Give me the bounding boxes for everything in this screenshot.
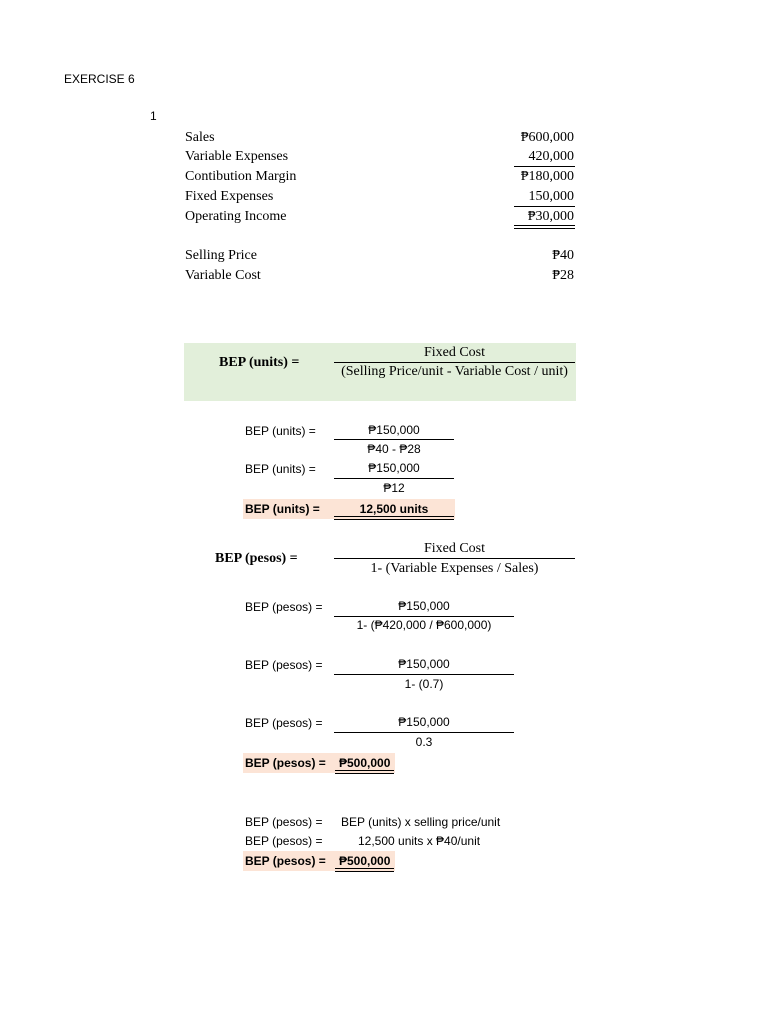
- bep-pesos-step1-numerator: ₱150,000: [398, 599, 450, 613]
- alt-row2-value: 12,500 units x ₱40/unit: [358, 834, 481, 848]
- bep-units-result-value: 12,500 units: [359, 502, 429, 516]
- bep-units-step2-denominator: ₱12: [383, 481, 405, 495]
- fraction-line: [334, 674, 514, 675]
- operating-income-label: Operating Income: [185, 209, 287, 224]
- variable-cost-value: ₱28: [552, 268, 574, 283]
- selling-price-label: Selling Price: [185, 248, 257, 263]
- fraction-line: [334, 439, 454, 440]
- selling-price-value: ₱40: [552, 248, 574, 263]
- bep-pesos-step3-label: BEP (pesos) =: [245, 716, 323, 730]
- contribution-margin-value: ₱180,000: [520, 169, 574, 184]
- bep-units-formula-numerator: Fixed Cost: [423, 345, 486, 360]
- bep-pesos-step3-denominator: 0.3: [415, 735, 433, 749]
- alt-result-value: ₱500,000: [339, 854, 391, 868]
- alt-row1-value: BEP (units) x selling price/unit: [341, 815, 501, 829]
- bep-pesos-step3-numerator: ₱150,000: [398, 715, 450, 729]
- bep-units-result-label: BEP (units) =: [245, 502, 320, 516]
- bep-units-step1-denominator: ₱40 - ₱28: [367, 442, 421, 456]
- bep-pesos-formula-denominator: 1- (Variable Expenses / Sales): [370, 561, 539, 576]
- fraction-line: [334, 732, 514, 733]
- sales-value: ₱600,000: [520, 130, 574, 145]
- bep-pesos-step2-numerator: ₱150,000: [398, 657, 450, 671]
- operating-income-value: ₱30,000: [527, 209, 574, 224]
- sales-label: Sales: [185, 130, 215, 145]
- bep-pesos-step1-label: BEP (pesos) =: [245, 600, 323, 614]
- bep-pesos-step2-label: BEP (pesos) =: [245, 658, 323, 672]
- fraction-line: [334, 616, 514, 617]
- fixed-expenses-label: Fixed Expenses: [185, 189, 274, 204]
- variable-expenses-label: Variable Expenses: [185, 149, 289, 164]
- variable-expenses-value: 420,000: [528, 149, 574, 164]
- bep-pesos-formula-numerator: Fixed Cost: [423, 541, 486, 556]
- bep-pesos-step1-denominator: 1- (₱420,000 / ₱600,000): [356, 618, 492, 632]
- fraction-line: [334, 478, 454, 479]
- bep-pesos-formula-label: BEP (pesos) =: [215, 551, 298, 566]
- bep-units-step2-label: BEP (units) =: [245, 462, 316, 476]
- exercise-title: EXERCISE 6: [64, 72, 135, 86]
- alt-row2-label: BEP (pesos) =: [245, 834, 323, 848]
- fraction-line: [334, 362, 575, 363]
- total-double-line: [335, 868, 394, 872]
- contribution-margin-label: Contibution Margin: [185, 169, 297, 184]
- bep-units-formula-label: BEP (units) =: [219, 355, 300, 370]
- total-double-line: [334, 516, 454, 520]
- bep-pesos-step2-denominator: 1- (0.7): [404, 677, 444, 691]
- bep-units-formula-denominator: (Selling Price/unit - Variable Cost / unit): [341, 364, 568, 379]
- fixed-expenses-value: 150,000: [528, 189, 574, 204]
- variable-cost-label: Variable Cost: [185, 268, 261, 283]
- fraction-line: [334, 558, 575, 559]
- problem-number: 1: [150, 109, 157, 123]
- bep-units-step1-label: BEP (units) =: [245, 424, 316, 438]
- alt-row1-label: BEP (pesos) =: [245, 815, 323, 829]
- bep-pesos-result-label: BEP (pesos) =: [245, 756, 326, 770]
- total-double-line: [335, 770, 394, 774]
- bep-units-step2-numerator: ₱150,000: [368, 461, 420, 475]
- subtotal-line: [514, 206, 575, 207]
- bep-units-step1-numerator: ₱150,000: [368, 423, 420, 437]
- alt-result-label: BEP (pesos) =: [245, 854, 326, 868]
- subtotal-line: [514, 166, 575, 167]
- total-double-line: [514, 225, 575, 229]
- bep-pesos-result-value: ₱500,000: [339, 756, 391, 770]
